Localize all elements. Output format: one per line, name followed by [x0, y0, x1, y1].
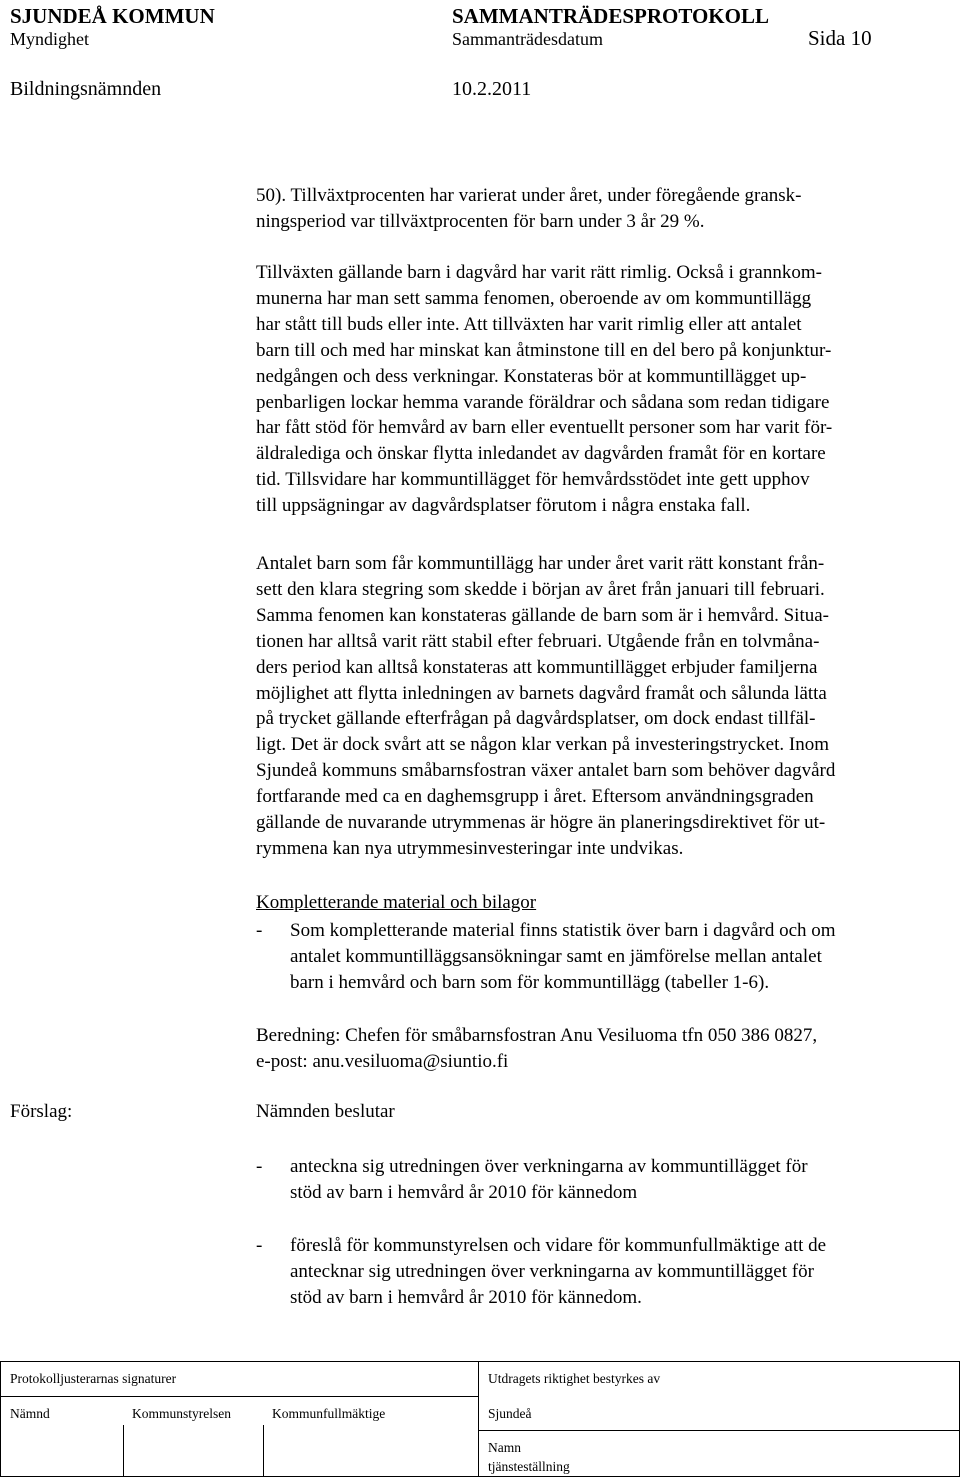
text-line: äldralediga och önskar flytta inledandet av dagvården framåt för en kortare — [256, 443, 826, 465]
decision-intro: Nämnden beslutar — [256, 1101, 395, 1122]
municipality-name: SJUNDEÅ KOMMUN — [10, 4, 215, 28]
certified-label: Utdragets riktighet bestyrkes av — [488, 1371, 661, 1386]
text-line: till uppsägningar av dagvårdsplatser förutom i några enstaka fall. — [256, 495, 751, 517]
paragraph-1 — [256, 183, 950, 235]
text-line: Samma fenomen kan konstateras gällande de barn som är i hemvård. Situa- — [256, 604, 829, 626]
document-type: SAMMANTRÄDESPROTOKOLL — [452, 4, 769, 28]
text-line: stöd av barn i hemvård år 2010 för kännedom — [290, 1182, 638, 1203]
text-line: Sjundeå kommuns småbarnsfostran växer antalet barn som behöver dagvård — [256, 760, 836, 782]
paragraph-3 — [256, 551, 950, 862]
certified-position-label: tjänsteställning — [488, 1459, 570, 1474]
certified-place: Sjundeå — [488, 1406, 532, 1421]
page-number: Sida 10 — [808, 26, 872, 50]
certified-name-label: Namn — [488, 1440, 521, 1455]
table-center-divider — [478, 1361, 479, 1477]
text-line: tid. Tillsvidare har kommuntillägget för hemvårdsstödet inte gett upphov — [256, 469, 810, 491]
attachments-heading: Kompletterande material och bilagor — [256, 892, 537, 913]
text-line: ningsperiod var tillväxtprocenten för barn under 3 år 29 %. — [256, 210, 705, 232]
signature-header-divider — [0, 1396, 478, 1397]
text-line: Antalet barn som får kommuntillägg har under året varit rätt konstant från- — [256, 553, 825, 574]
text-line: gällande de nuvarande utrymmenas är högre än planeringsdirektivet för ut- — [256, 812, 826, 834]
signature-col-divider-2 — [263, 1425, 264, 1477]
text-line: e-post: anu.vesiluoma@siuntio.fi — [256, 1050, 509, 1072]
text-line: anteckna sig utredningen över verkningarna av kommuntillägget för — [290, 1156, 808, 1177]
authority-name: Bildningsnämnden — [10, 78, 162, 100]
signature-column-kommunfullmaktige: Kommunfullmäktige — [272, 1406, 386, 1421]
text-line: Som kompletterande material finns statistik över barn i dagvård och om — [290, 920, 836, 941]
authority-label: Myndighet — [10, 29, 89, 49]
text-line: Beredning: Chefen för småbarnsfostran Anu Vesiluoma tfn 050 386 0827, — [256, 1025, 818, 1046]
text-line: penbarligen lockar hemma varande föräldrar och sådana som redan tidigare — [256, 391, 830, 413]
text-line: barn till och med har minskat kan åtminstone till en del bero på konjunktur- — [256, 339, 832, 361]
text-line: munerna har man sett samma fenomen, oberoende av om kommuntillägg — [256, 287, 812, 309]
text-line: 50). Tillväxtprocenten har varierat under året, under föregående gransk- — [256, 185, 802, 206]
list-item-text — [290, 918, 836, 996]
preparation — [256, 1023, 950, 1075]
list-item-text — [290, 1233, 826, 1311]
text-line: har stått till buds eller inte. Att tillväxten har varit rimlig eller att antalet — [256, 313, 802, 335]
text-line: stöd av barn i hemvård år 2010 för kännedom. — [290, 1287, 642, 1308]
signature-column-namnd: Nämnd — [10, 1406, 50, 1421]
text-line: föreslå för kommunstyrelsen och vidare för kommunfullmäktige att de — [290, 1235, 827, 1256]
text-line: tionen har alltså varit rätt stabil efter februari. Utgående från en tolvmåna- — [256, 630, 820, 652]
text-line: nedgången och dess verkningar. Konstateras bör at kommuntillägget up- — [256, 365, 807, 387]
text-line: antalet kommuntilläggsansökningar samt en jämförelse mellan antalet — [290, 946, 822, 967]
text-line: fortfarande med ca en daghemsgrupp i året. Eftersom användningsgraden — [256, 786, 814, 808]
signature-column-kommunstyrelsen: Kommunstyrelsen — [132, 1406, 231, 1421]
list-dash: - — [256, 1156, 263, 1177]
text-line: antecknar sig utredningen över verkningarna av kommuntillägget för — [290, 1261, 814, 1282]
table-left-border — [0, 1361, 1, 1477]
text-line: Tillväxten gällande barn i dagvård har varit rätt rimlig. Också i grannkom- — [256, 262, 822, 283]
table-top-border — [0, 1361, 960, 1362]
meeting-date-label: Sammanträdesdatum — [452, 29, 603, 49]
text-line: barn i hemvård och barn som för kommuntillägg (tabeller 1-6). — [290, 972, 770, 993]
text-line: möjlighet att flytta inledningen av barnets dagvård framåt och sålunda lätta — [256, 682, 827, 704]
text-line: rymmena kan nya utrymmesinvesteringar inte undvikas. — [256, 837, 684, 859]
list-item-text — [290, 1154, 808, 1206]
list-dash: - — [256, 1235, 263, 1256]
certified-row-divider — [478, 1430, 960, 1431]
table-bottom-border — [0, 1476, 960, 1477]
meeting-date: 10.2.2011 — [452, 78, 532, 100]
text-line: har fått stöd för hemvård av barn eller eventuellt personer som har varit för- — [256, 417, 833, 439]
text-line: sett den klara stegring som skedde i början av året från januari till februari. — [256, 578, 825, 600]
signatures-label: Protokolljusterarnas signaturer — [10, 1371, 177, 1386]
paragraph-2 — [256, 260, 950, 519]
proposal-label: Förslag: — [10, 1101, 73, 1122]
text-line: på trycket gällande efterfrågan på dagvårdsplatser, om dock endast tillfäl- — [256, 708, 816, 730]
text-line: ders period kan alltså konstateras att kommuntillägget erbjuder familjerna — [256, 656, 818, 678]
text-line: ligt. Det är dock svårt att se någon klar verkan på investeringstrycket. Inom — [256, 734, 829, 756]
list-dash: - — [256, 920, 263, 941]
signature-col-divider-1 — [123, 1425, 124, 1477]
